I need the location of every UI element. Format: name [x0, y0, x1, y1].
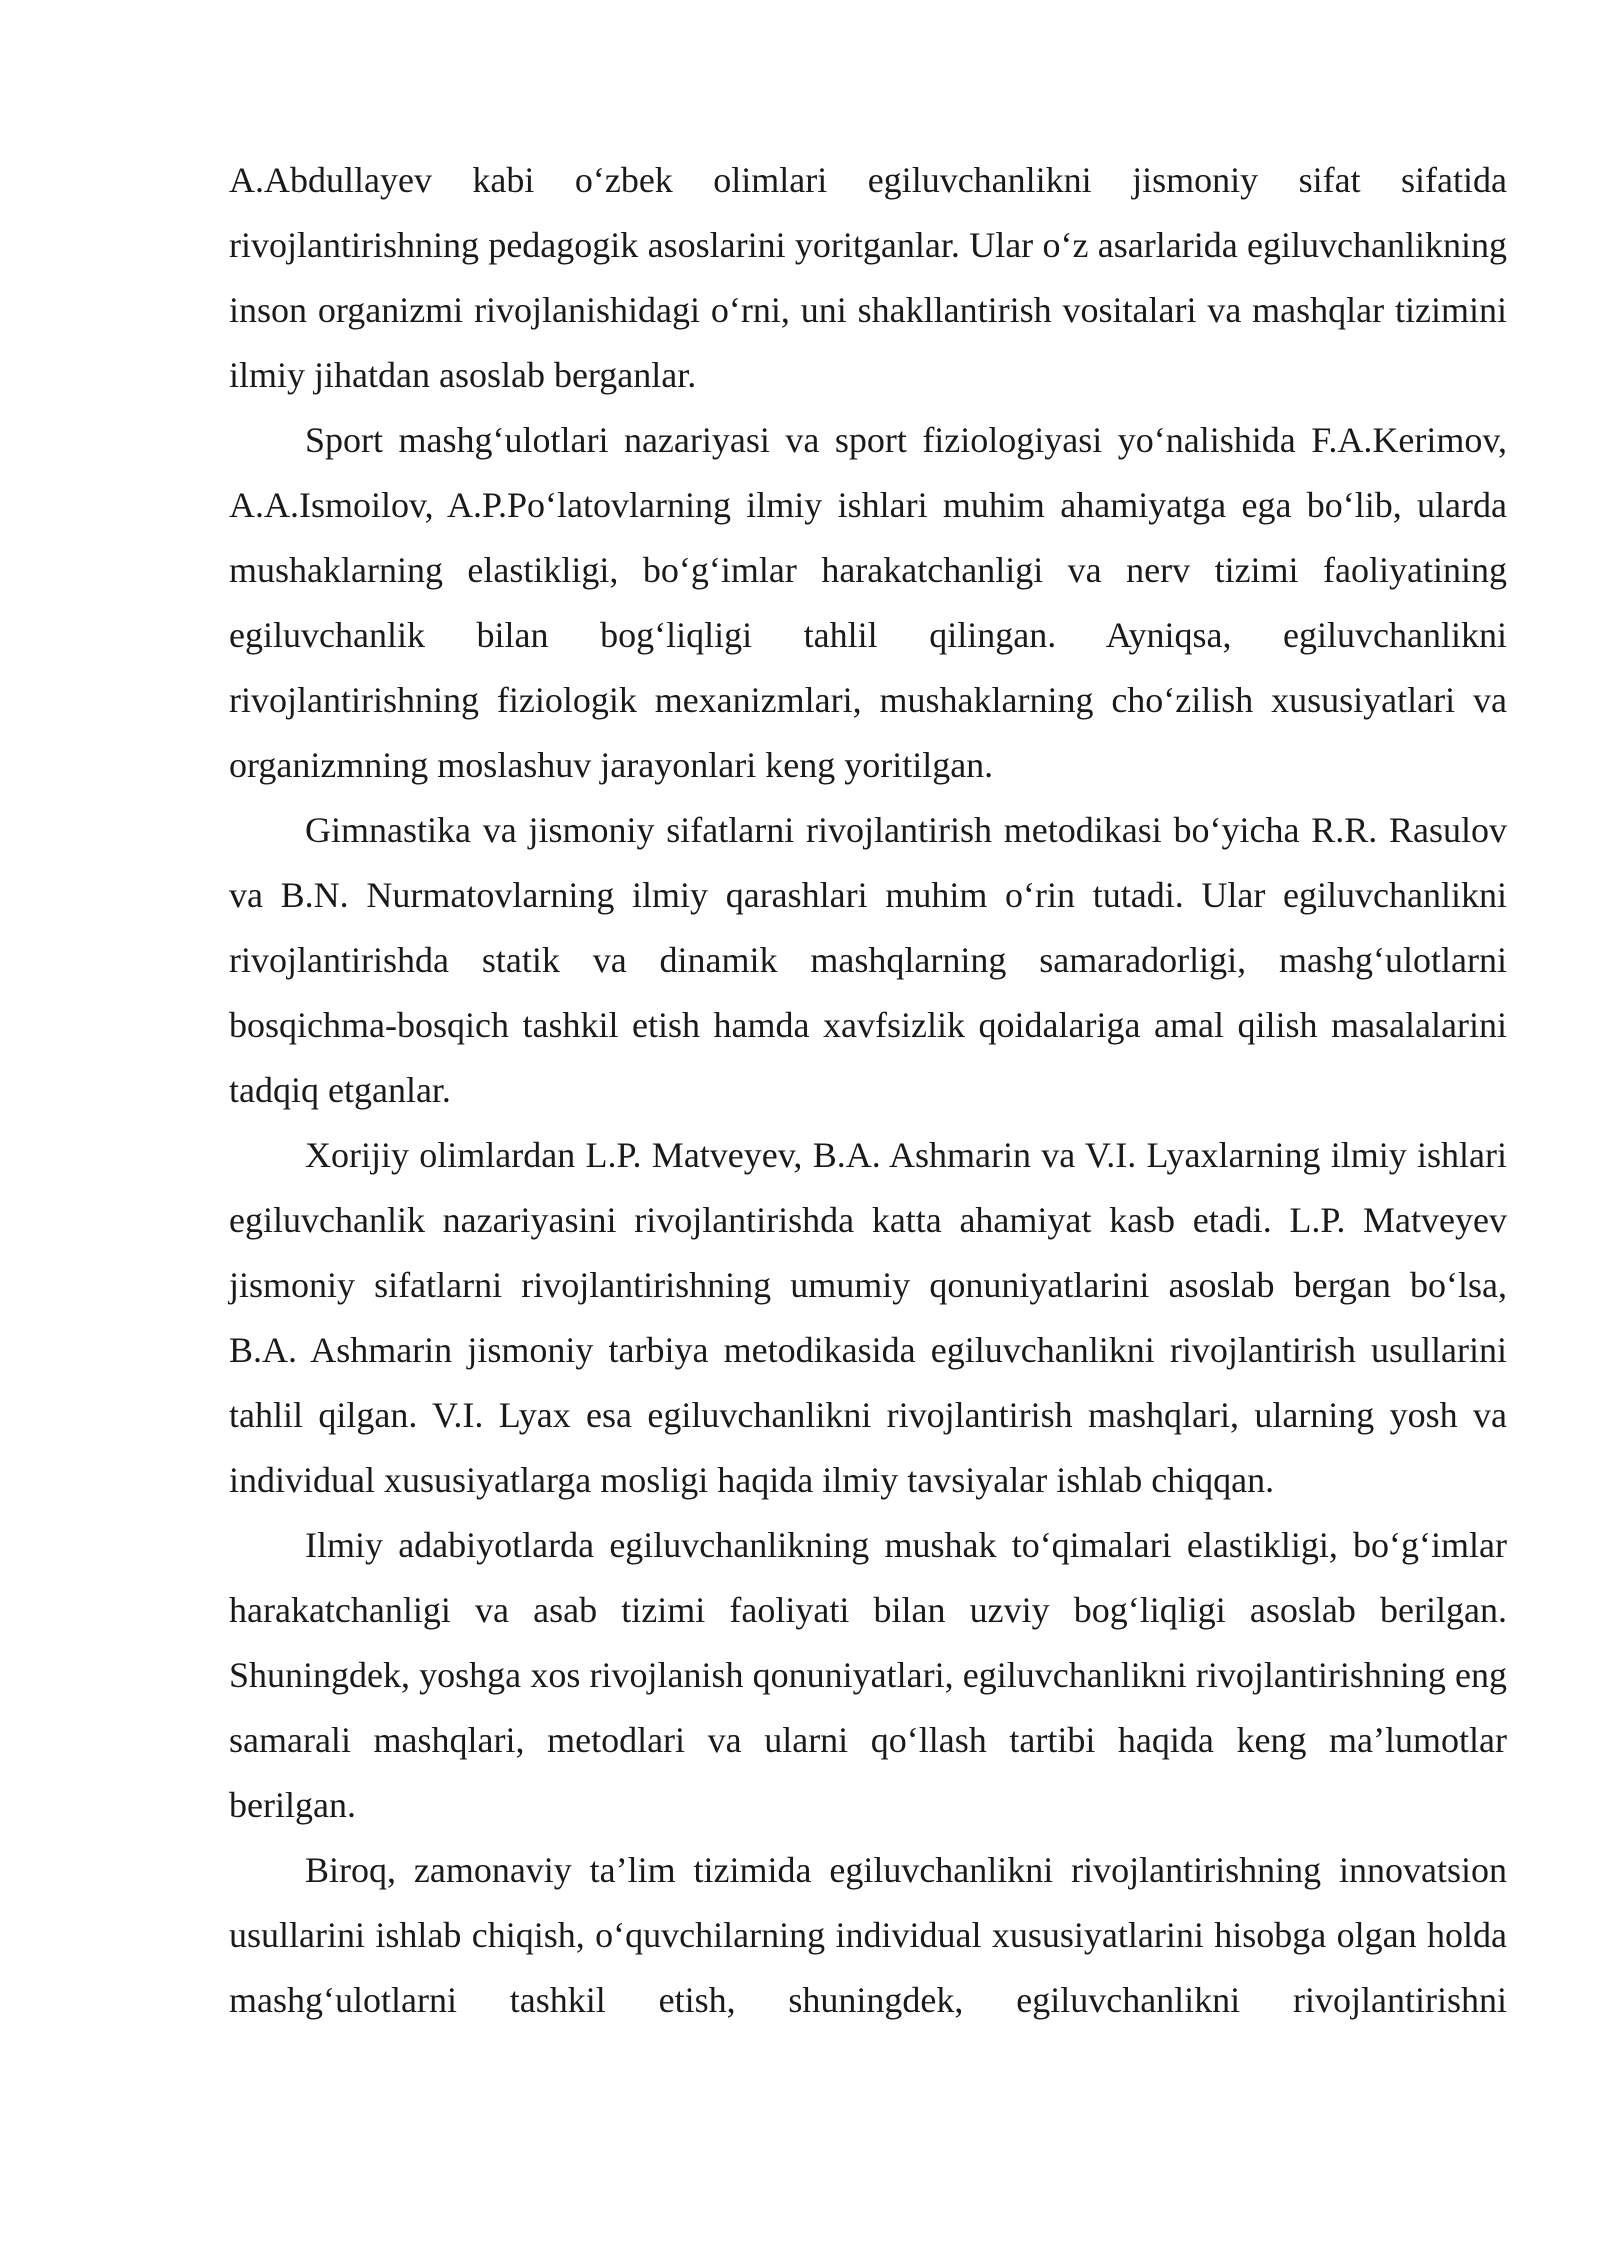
paragraph-1: A.Abdullayev kabi o‘zbek olimlari egiluvchanlikni jismoniy sifat sifatida rivojlantirishning pedagogik asoslarini yoritganlar. Ular o‘z asarlarida egiluvchanlikning inson organizmi rivojlanishidagi o‘rni, uni shakllantirish vositalari va mashqlar tizimini ilmiy jihatdan asoslab berganlar.	[229, 160, 1507, 395]
paragraph-2: Sport mashg‘ulotlari nazariyasi va sport fiziologiyasi yo‘nalishida F.A.Kerimov, A.A.Ismoilov, A.P.Po‘latovlarning ilmiy ishlari muhim ahamiyatga ega bo‘lib, ularda mushaklarning elastikligi, bo‘g‘imlar harakatchanligi va nerv tizimi faoliyatining egiluvchanlik bilan bog‘liqligi tahlil qilingan. Ayniqsa, egiluvchanlikni rivojlantirishning fiziologik mexanizmlari, mushaklarning cho‘zilish xususiyatlari va organizmning moslashuv jarayonlari keng yoritilgan.	[229, 420, 1507, 785]
paragraph-5: Ilmiy adabiyotlarda egiluvchanlikning mushak to‘qimalari elastikligi, bo‘g‘imlar harakatchanligi va asab tizimi faoliyati bilan uzviy bog‘liqligi asoslab berilgan. Shuningdek, yoshga xos rivojlanish qonuniyatlari, egiluvchanlikni rivojlantirishning eng samarali mashqlari, metodlari va ularni qo‘llash tartibi haqida keng ma’lumotlar berilgan.	[229, 1525, 1507, 1825]
paragraph-4: Xorijiy olimlardan L.P. Matveyev, B.A. Ashmarin va V.I. Lyaxlarning ilmiy ishlari egiluvchanlik nazariyasini rivojlantirishda katta ahamiyat kasb etadi. L.P. Matveyev jismoniy sifatlarni rivojlantirishning umumiy qonuniyatlarini asoslab bergan bo‘lsa, B.A. Ashmarin jismoniy tarbiya metodikasida egiluvchanlikni rivojlantirish usullarini tahlil qilgan. V.I. Lyax esa egiluvchanlikni rivojlantirish mashqlari, ularning yosh va individual xususiyatlarga mosligi haqida ilmiy tavsiyalar ishlab chiqqan.	[229, 1135, 1507, 1500]
paragraph-6: Biroq, zamonaviy ta’lim tizimida egiluvchanlikni rivojlantirishning innovatsion usullarini ishlab chiqish, o‘quvchilarning individual xususiyatlarini hisobga olgan holda mashg‘ulotlarni tashkil etish, shuningdek, egiluvchanlikni rivojlantirishni	[229, 1850, 1507, 2020]
document-page	[229, 148, 1507, 2033]
paragraph-3: Gimnastika va jismoniy sifatlarni rivojlantirish metodikasi bo‘yicha R.R. Rasulov va B.N. Nurmatovlarning ilmiy qarashlari muhim o‘rin tutadi. Ular egiluvchanlikni rivojlantirishda statik va dinamik mashqlarning samaradorligi, mashg‘ulotlarni bosqichma-bosqich tashkil etish hamda xavfsizlik qoidalariga amal qilish masalalarini tadqiq etganlar.	[229, 810, 1507, 1110]
